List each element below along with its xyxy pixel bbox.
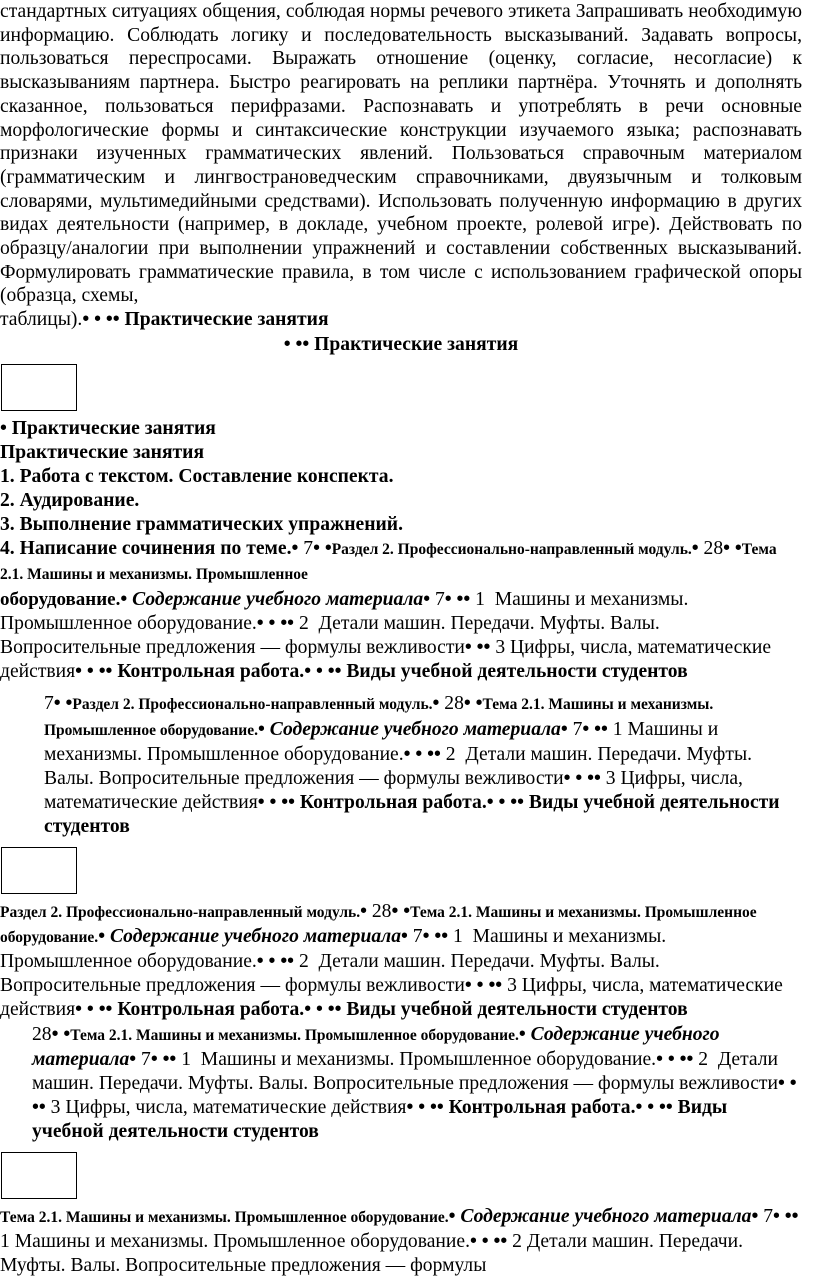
- heading-practical-bullet: • Практические занятия: [0, 418, 216, 440]
- section-block-5: Тема 2.1. Машины и механизмы. Промышленное оборудование.• Содержание учебного материала• 7• •• 1 Машины и механизмы. Промышленное оборудование.• • •• 2 Детали машин. Передачи. Муфты. Валы. Вопросительные предложения — формулы: [0, 1205, 799, 1277]
- list-item: 2. Аудирование.: [0, 490, 140, 512]
- heading-practical-plain: Практические занятия: [0, 442, 205, 464]
- intro-paragraph: [0, 0, 802, 308]
- list-item: 3. Выполнение грамматических упражнений.: [0, 514, 403, 536]
- intro-end-line: таблицы).• • •• Практические занятия: [0, 309, 329, 331]
- section-block-3: Раздел 2. Профессионально-направленный модуль.• 28• •Тема 2.1. Машины и механизмы. Промышленное оборудование.• Содержание учебного материала• 7• •• 1 Машины и механизмы. Промышленное оборудование.• • •• 2 Детали машин. Передачи. Муфты. Валы. Вопросительные предложения — формулы вежливости• • •• 3 Цифры, числа, математические действия• • •• Контрольная работа.• • •• Виды учебной деятельности студентов: [0, 900, 783, 1021]
- section-block-1: 4. Написание сочинения по теме.• 7• •Раздел 2. Профессионально-направленный модуль.• 28• •Тема 2.1. Машины и механизмы. Промышленное оборудование.• Содержание учебного материала• 7• •• 1 Машины и механизмы. Промышленное оборудование.• • •• 2 Детали машин. Передачи. Муфты. Валы. Вопросительные предложения — формулы вежливости• •• 3 Цифры, числа, математические действия• • •• Контрольная работа.• • •• Виды учебной деятельности студентов: [0, 538, 777, 683]
- empty-table-cell: [1, 1152, 77, 1199]
- section-block-2: 7• •Раздел 2. Профессионально-направленный модуль.• 28• •Тема 2.1. Машины и механизмы. Промышленное оборудование.• Содержание учебного материала• 7• •• 1 Машины и механизмы. Промышленное оборудование.• • •• 2 Детали машин. Передачи. Муфты. Валы. Вопросительные предложения — формулы вежливости• • •• 3 Цифры, числа, математические действия• • •• Контрольная работа.• • •• Виды учебной деятельности студентов: [44, 693, 780, 838]
- empty-table-cell: [1, 364, 77, 411]
- list-item: 1. Работа с текстом. Составление конспекта.: [0, 466, 394, 488]
- empty-table-cell: [1, 847, 77, 894]
- intro-text: стандартных ситуациях общения, соблюдая нормы речевого этикета Запрашивать необходимую информацию. Соблюдать логику и последовательность высказываний. Задавать вопросы, пользоваться переспросами. Выражать отношение (оценку, согласие, несогласие) к высказываниям партнера. Быстро реагировать на реплики партнёра. Уточнять и дополнять сказанное, пользоваться перифразами. Распознавать и употреблять в речи основные морфологические формы и синтаксические конструкции изучаемого языка; распознавать признаки изученных грамматических явлений. Пользоваться справочным материалом (грамматическим и лингвострановедческим справочниками, двуязычным и толковым словарями, мультимедийными средствами). Использовать полученную информацию в других видах деятельности (например, в докладе, учебном проекте, ролевой игре). Действовать по образцу/аналогии при выполнении упражнений и составлении собственных высказываний. Формулировать грамматические правила, в том числе с использованием графической опоры (образца, схемы,: [0, 1, 802, 307]
- heading-practical: Практические занятия: [124, 309, 329, 331]
- centered-heading: • •• Практические занятия: [283, 334, 519, 356]
- section-block-4: 28• •Тема 2.1. Машины и механизмы. Промышленное оборудование.• Содержание учебного материала• 7• •• 1 Машины и механизмы. Промышленное оборудование.• • •• 2 Детали машин. Передачи. Муфты. Валы. Вопросительные предложения — формулы вежливости• • •• 3 Цифры, числа, математические действия• • •• Контрольная работа.• • •• Виды учебной деятельности студентов: [32, 1023, 797, 1143]
